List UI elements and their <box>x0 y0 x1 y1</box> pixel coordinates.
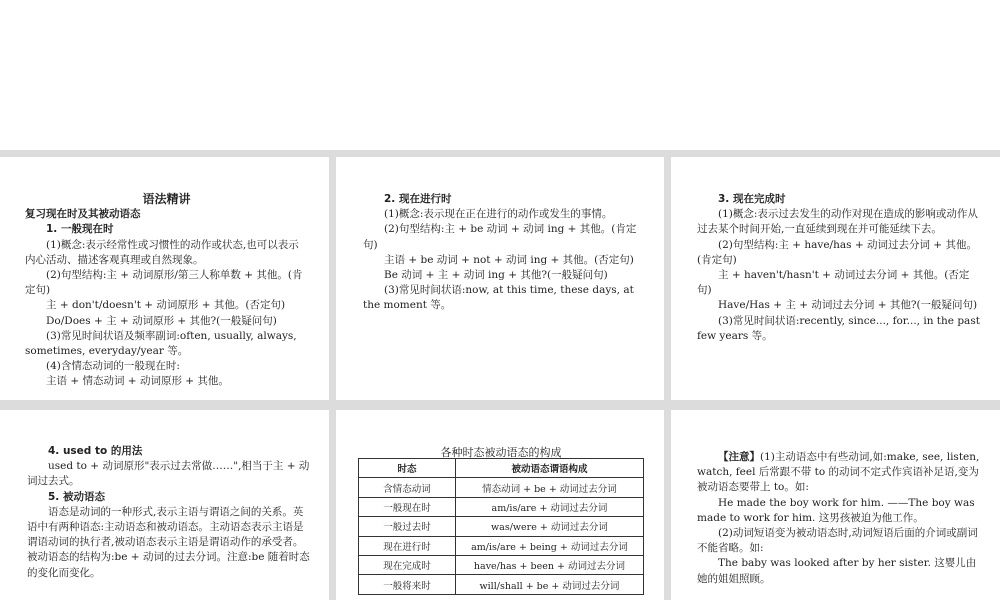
slide-panel-note[interactable] <box>671 410 1000 600</box>
paragraph: (1)概念:表示现在正在进行的动作或发生的事情。 <box>384 208 613 221</box>
table-row <box>359 478 644 497</box>
paragraph: (3)常见时间状语:now, at this time, these days, at the moment 等。 <box>363 284 634 312</box>
paragraph: (1)主动语态中有些动词,如:make, see, listen, watch, feel 后常跟不带 to 的动词不定式作宾语补足语,变为被动语态要带上 to。如: <box>697 451 980 494</box>
paragraph: (1)概念:表示过去发生的动作对现在造成的影响或动作从过去某个时间开始,一直延续到现在并可能延续下去。 <box>697 208 978 236</box>
table-row <box>359 497 644 516</box>
heading-passive-voice: 5. 被动语态 <box>48 490 105 503</box>
slide-panel-present-perfect[interactable] <box>671 157 1000 400</box>
table-row <box>359 555 644 574</box>
table-title: 各种时态被动语态的构成 <box>440 446 562 459</box>
paragraph: (2)句型结构:主 + be 动词 + 动词 ing + 其他。(肯定句) <box>363 223 637 251</box>
gutter <box>664 410 671 600</box>
table-cell: 一般现在时 <box>359 497 456 516</box>
section-subtitle: 复习现在时及其被动语态 <box>25 208 141 221</box>
table-row <box>359 575 644 594</box>
paragraph: (2)句型结构:主 + 动词原形/第三人称单数 + 其他。(肯定句) <box>25 269 303 297</box>
table-cell: am/is/are + being + 动词过去分词 <box>455 536 643 555</box>
table-header-row <box>359 459 644 478</box>
paragraph: (2)动词短语变为被动语态时,动词短语后面的介词或副词不能省略。如: <box>697 527 978 555</box>
paragraph: 主 + don't/doesn't + 动词原形 + 其他。(否定句) <box>46 299 286 312</box>
heading-present-simple: 1. 一般现在时 <box>46 223 114 236</box>
paragraph: He made the boy work for him. ——The boy was made to work for him. 这男孩被迫为他工作。 <box>697 496 975 524</box>
table-row <box>359 517 644 536</box>
paragraph: used to + 动词原形"表示过去常做……",相当于主 + 动词过去式。 <box>27 460 310 488</box>
section-title: 语法精讲 <box>142 192 191 206</box>
divider-middle <box>0 400 1000 410</box>
table-cell: have/has + been + 动词过去分词 <box>455 555 643 574</box>
paragraph: (1)概念:表示经常性或习惯性的动作或状态,也可以表示内心活动、描述客观真理或自然现象。 <box>25 238 299 266</box>
table-cell: 一般将来时 <box>359 575 456 594</box>
gutter <box>329 157 336 400</box>
paragraph: (2)句型结构:主 + have/has + 动词过去分词 + 其他。(肯定句) <box>697 238 977 266</box>
slide-panel-used-to-passive[interactable] <box>0 410 329 600</box>
paragraph: 主语 + 情态动词 + 动词原形 + 其他。 <box>46 375 229 388</box>
slide-panel-present-continuous[interactable] <box>336 157 664 400</box>
paragraph: 主 + haven't/hasn't + 动词过去分词 + 其他。(否定句) <box>697 269 970 297</box>
table-cell: 一般过去时 <box>359 517 456 536</box>
gutter <box>329 410 336 600</box>
column-header: 被动语态谓语构成 <box>455 459 643 478</box>
table-cell: 情态动词 + be + 动词过去分词 <box>455 478 643 497</box>
paragraph: Do/Does + 主 + 动词原形 + 其他?(一般疑问句) <box>46 314 277 327</box>
table-cell: was/were + 动词过去分词 <box>455 517 643 536</box>
passive-forms-table <box>358 458 644 595</box>
slide-panel-present-simple[interactable] <box>0 157 329 400</box>
table-cell: will/shall + be + 动词过去分词 <box>455 575 643 594</box>
paragraph: 主语 + be 动词 + not + 动词 ing + 其他。(否定句) <box>384 253 634 266</box>
table-cell: 含情态动词 <box>359 478 456 497</box>
heading-present-continuous: 2. 现在进行时 <box>384 193 452 205</box>
paragraph: Have/Has + 主 + 动词过去分词 + 其他?(一般疑问句) <box>718 299 978 312</box>
table-cell: 现在完成时 <box>359 555 456 574</box>
paragraph: The baby was looked after by her sister. 这婴儿由她的姐姐照顾。 <box>697 557 977 585</box>
paragraph: (4)含情态动词的一般现在时: <box>46 360 180 373</box>
heading-present-perfect: 3. 现在完成时 <box>718 193 786 205</box>
table-row <box>359 536 644 555</box>
gutter <box>664 157 671 400</box>
note-label: 【注意】 <box>718 451 760 463</box>
paragraph: (3)常见时间状语及频率副词:often, usually, always, sometimes, everyday/year 等。 <box>25 329 297 358</box>
heading-used-to: 4. used to 的用法 <box>48 445 143 457</box>
paragraph: 语态是动词的一种形式,表示主语与谓语之间的关系。英语中有两种语态:主动语态和被动语态。主动语态表示主语是谓语动词的执行者,被动语态表示主语是谓语动作的承受者。被动语态的结构为:be + 动词的过去分词。注意:be 随着时态的变化而变化。 <box>27 505 310 579</box>
paragraph: Be 动词 + 主 + 动词 ing + 其他?(一般疑问句) <box>384 269 608 282</box>
table-cell: 现在进行时 <box>359 536 456 555</box>
divider-top <box>0 150 1000 157</box>
table-cell: am/is/are + 动词过去分词 <box>455 497 643 516</box>
paragraph: (3)常见时间状语:recently, since..., for..., in the past few years 等。 <box>697 314 980 342</box>
column-header: 时态 <box>359 459 456 478</box>
slide-panel-passive-table[interactable] <box>336 410 664 600</box>
